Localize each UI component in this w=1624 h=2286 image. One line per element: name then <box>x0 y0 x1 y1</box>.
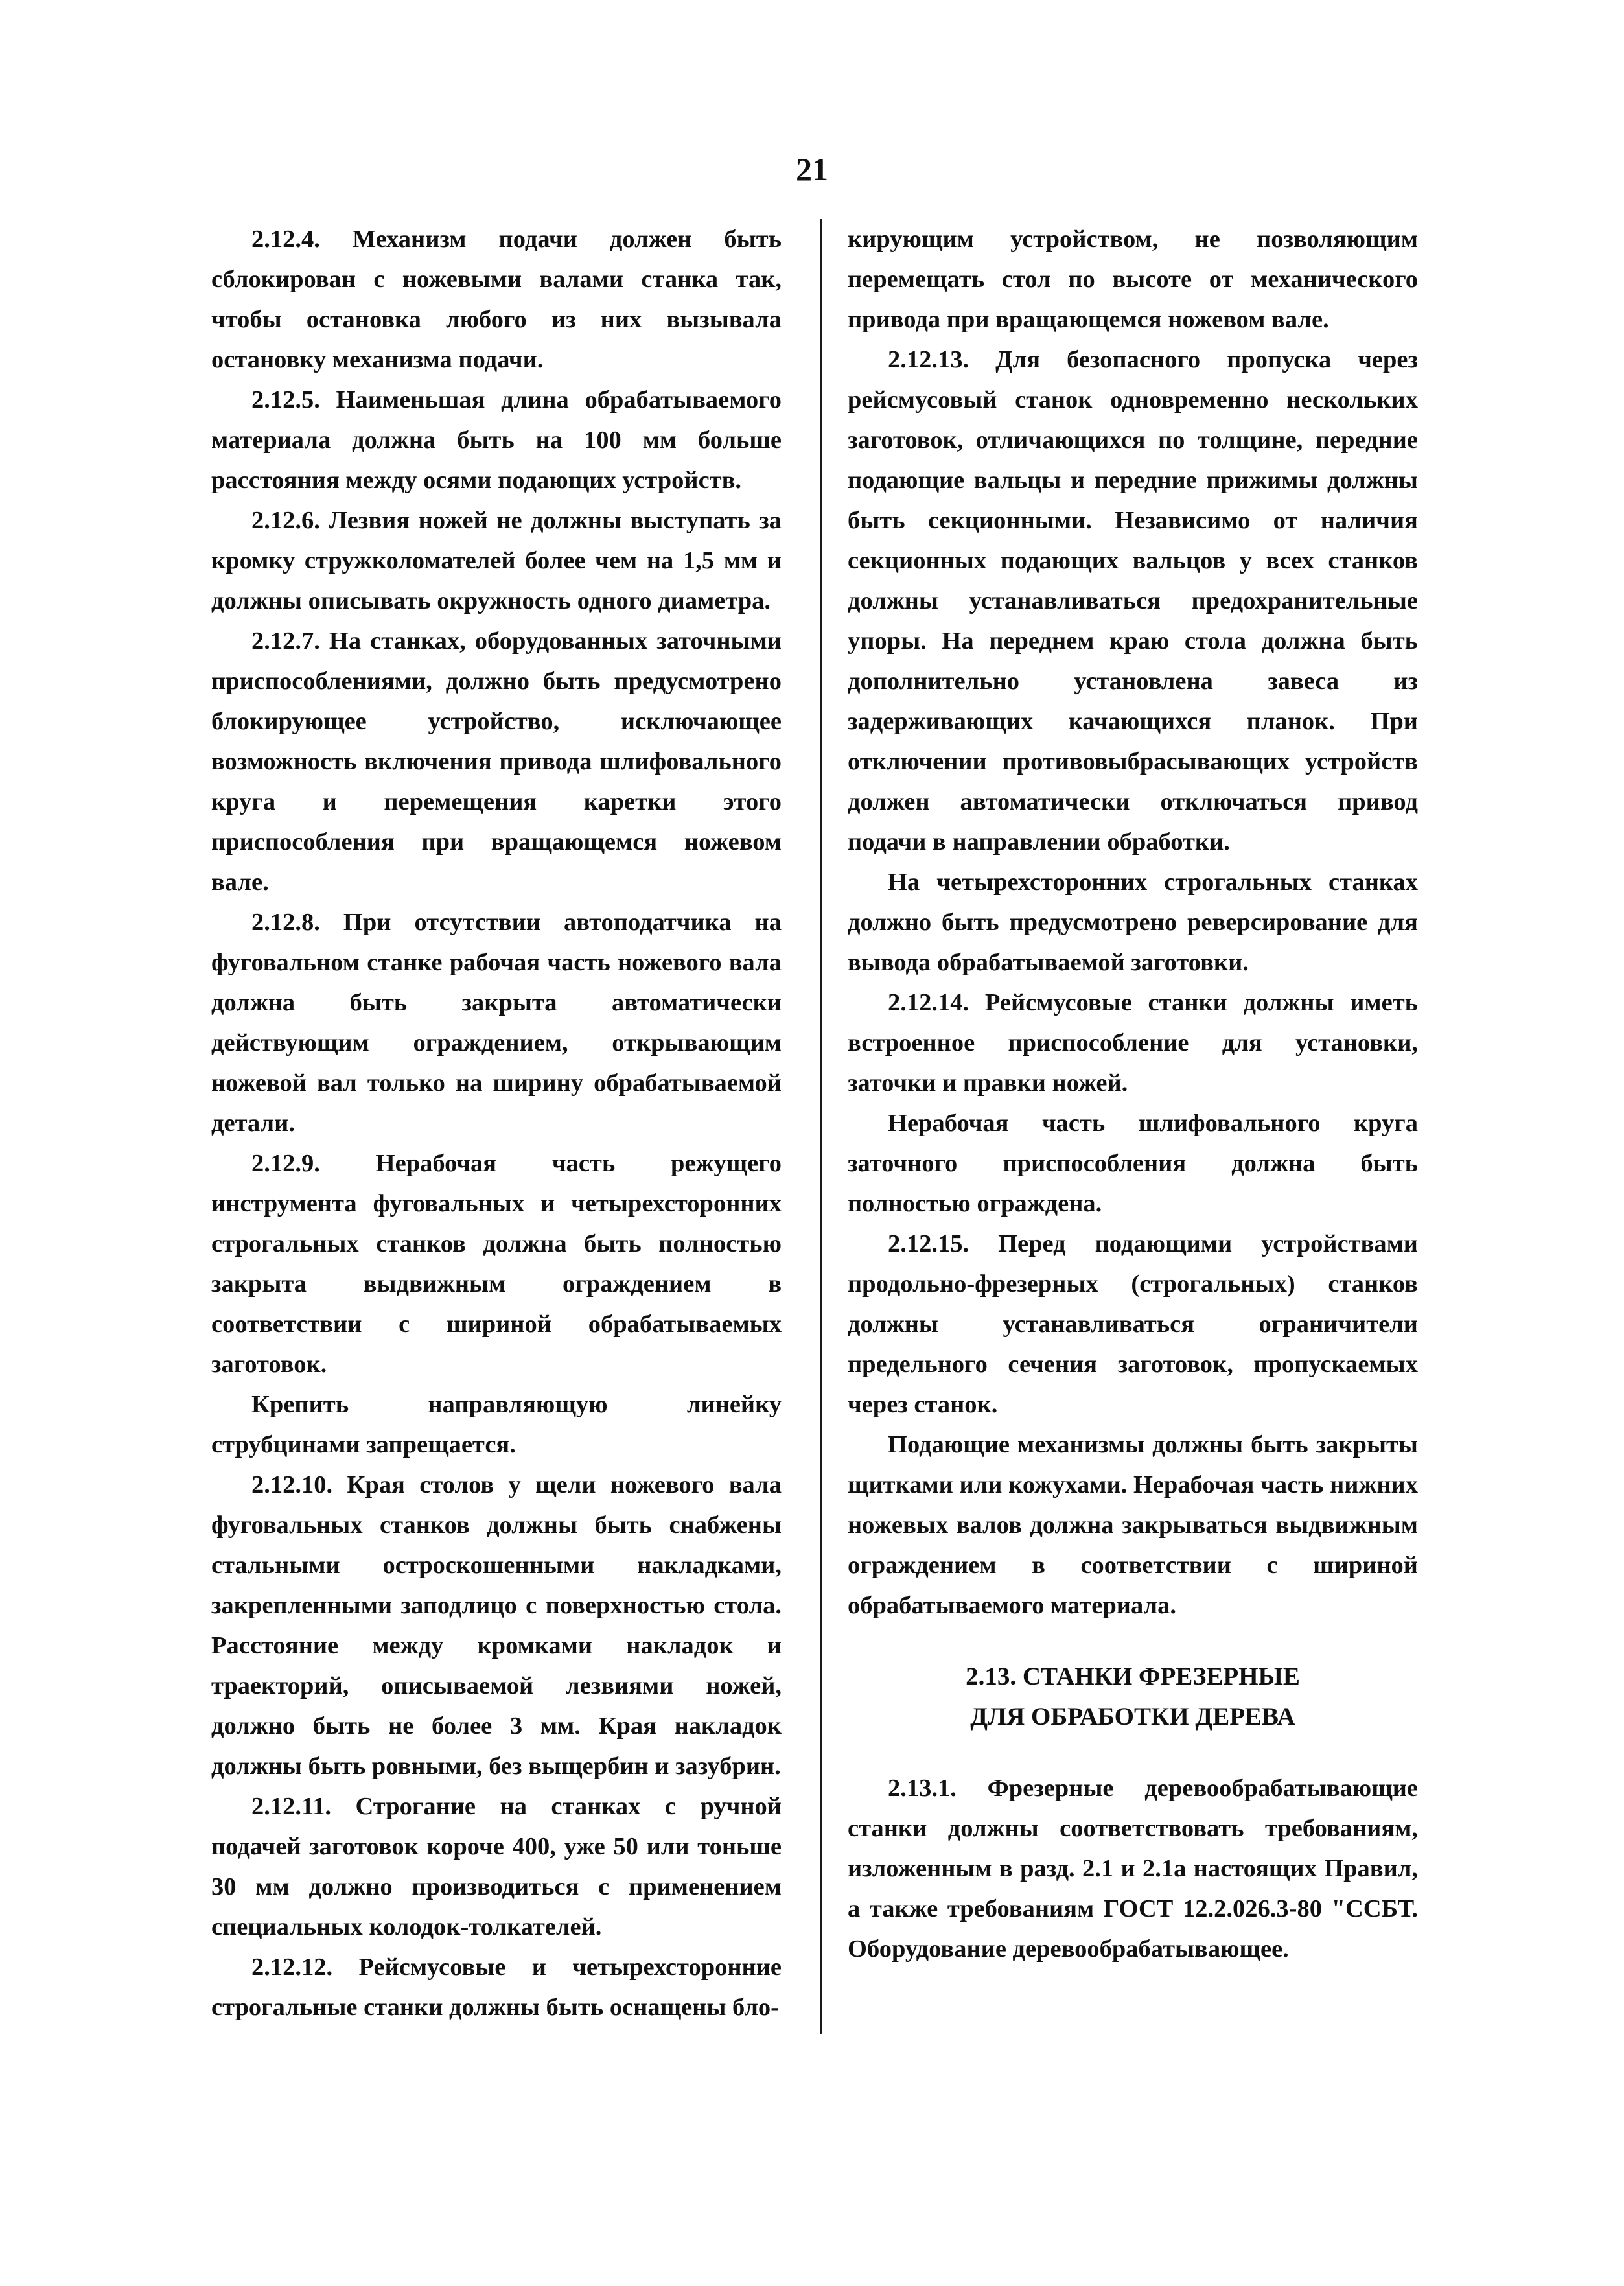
paragraph-2-12-15: 2.12.15. Перед подающими устройствами продольно-фрезерных (строгальных) станков должны устанавливаться ограничители предельного сечения заготовок, пропускаемых через станок. <box>848 1230 1418 1418</box>
paragraph-2-12-13-note: На четырехсторонних строгальных станках должно быть предусмотрено реверсирование для вывода обрабатываемой заготовки. <box>848 869 1418 976</box>
section-heading-line-2: ДЛЯ ОБРАБОТКИ ДЕРЕВА <box>970 1703 1295 1731</box>
left-column <box>211 219 782 2027</box>
paragraph-2-12-6: 2.12.6. Лезвия ножей не должны выступать за кромку стружколомателей более чем на 1,5 мм и должны описывать окружность одного диаметра. <box>211 507 782 614</box>
column-divider <box>820 219 822 2034</box>
paragraph-2-13-1: 2.13.1. Фрезерные деревообрабатывающие станки должны соответствовать требованиям, изложенным в разд. 2.1 и 2.1а настоящих Правил, а также требованиям ГОСТ 12.2.026.3-80 "ССБТ. Оборудование деревообрабатывающее. <box>848 1775 1418 1963</box>
right-column <box>848 219 1418 1969</box>
paragraph-2-12-10: 2.12.10. Края столов у щели ножевого вала фуговальных станков должны быть снабжены стальными остроскошенными накладками, закрепленными заподлицо с поверхностью стола. Расстояние между кромками накладок и траекторий, описываемой лезвиями ножей, должно быть не более 3 мм. Края накладок должны быть ровными, без выщербин и зазубрин. <box>211 1471 782 1780</box>
paragraph-2-12-7: 2.12.7. На станках, оборудованных заточными приспособлениями, должно быть предусмотрено блокирующее устройство, исключающее возможность включения привода шлифовального круга и перемещения каретки этого приспособления при вращающемся ножевом вале. <box>211 627 782 896</box>
paragraph-2-12-15-note: Подающие механизмы должны быть закрыты щитками или кожухами. Нерабочая часть нижних ножевых валов должна закрываться выдвижным ограждением в соответствии с шириной обрабатываемого материала. <box>848 1431 1418 1619</box>
paragraph-2-12-4: 2.12.4. Механизм подачи должен быть сблокирован с ножевыми валами станка так, чтобы остановка любого из них вызывала остановку механизма подачи. <box>211 226 782 373</box>
paragraph-2-12-11: 2.12.11. Строгание на станках с ручной подачей заготовок короче 400, уже 50 или тоньше 30 мм должно производиться с применением специальных колодок-толкателей. <box>211 1793 782 1941</box>
paragraph-2-12-14-note: Нерабочая часть шлифовального круга заточного приспособления должна быть полностью ограждена. <box>848 1110 1418 1217</box>
paragraph-2-12-5: 2.12.5. Наименьшая длина обрабатываемого материала должна быть на 100 мм больше расстояния между осями подающих устройств. <box>211 386 782 494</box>
paragraph-2-12-14: 2.12.14. Рейсмусовые станки должны иметь встроенное приспособление для установки, заточки и правки ножей. <box>848 989 1418 1097</box>
paragraph-2-12-9-note: Крепить направляющую линейку струбцинами запрещается. <box>211 1391 782 1458</box>
page-number: 21 <box>796 151 828 187</box>
paragraph-2-12-9: 2.12.9. Нерабочая часть режущего инструмента фуговальных и четырехсторонних строгальных станков должна быть полностью закрыта выдвижным ограждением в соответствии с шириной обрабатываемых заготовок. <box>211 1150 782 1378</box>
section-heading-2-13 <box>848 1657 1418 1737</box>
paragraph-2-12-12: 2.12.12. Рейсмусовые и четырехсторонние строгальные станки должны быть оснащены бло- <box>211 1954 782 2021</box>
paragraph-2-12-8: 2.12.8. При отсутствии автоподатчика на фуговальном станке рабочая часть ножевого вала должна быть закрыта автоматически действующим ограждением, открывающим ножевой вал только на ширину обрабатываемой детали. <box>211 909 782 1137</box>
paragraph-2-12-13: 2.12.13. Для безопасного пропуска через рейсмусовый станок одновременно нескольких заготовок, отличающихся по толщине, передние подающие вальцы и передние прижимы должны быть секционными. Независимо от наличия секционных подающих вальцов у всех станков должны устанавливаться предохранительные упоры. На переднем краю стола должна быть дополнительно установлена завеса из задерживающих качающихся планок. При отключении противовыбрасывающих устройств должен автоматически отключаться привод подачи в направлении обработки. <box>848 346 1418 856</box>
section-heading-line-1: 2.13. СТАНКИ ФРЕЗЕРНЫЕ <box>966 1662 1300 1690</box>
paragraph-2-12-12-continued: кирующим устройством, не позволяющим перемещать стол по высоте от механического привода при вращающемся ножевом вале. <box>848 226 1418 333</box>
